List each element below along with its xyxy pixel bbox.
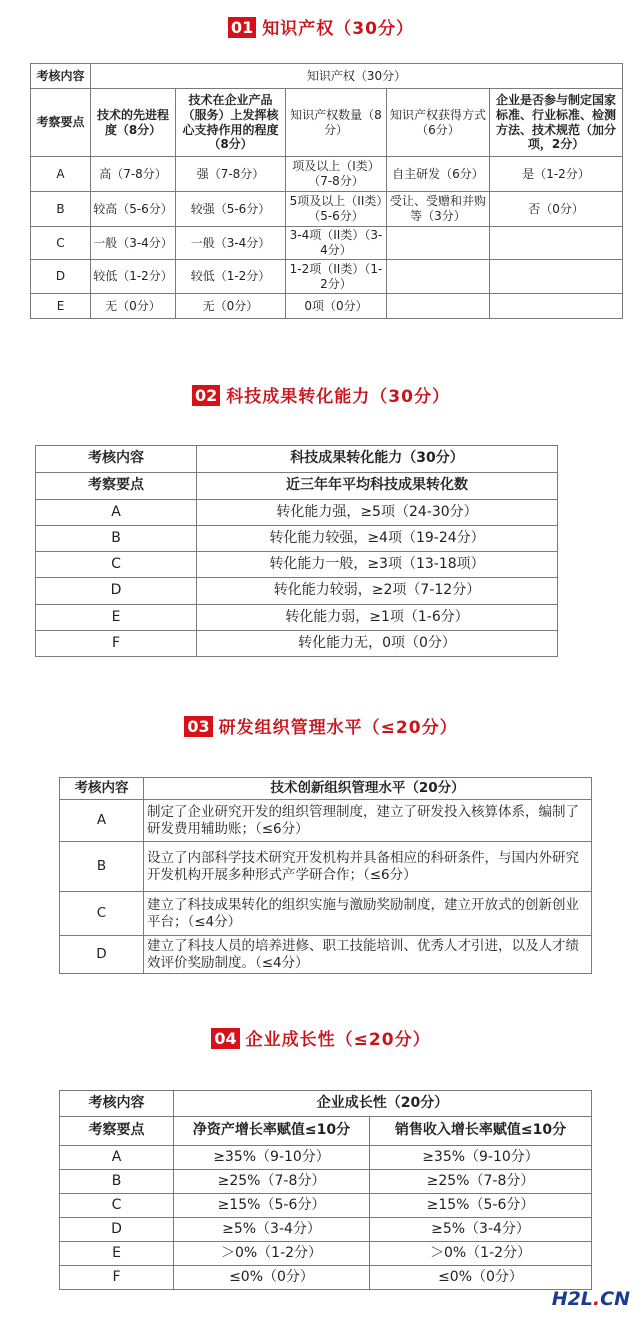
row-key: E xyxy=(36,605,197,631)
column-header: 知识产权获得方式（6分） xyxy=(387,89,490,157)
row-key: A xyxy=(60,800,144,842)
table-cell: 否（0分） xyxy=(490,192,623,227)
column-header: 技术在企业产品（服务）上发挥核心支持作用的程度（8分） xyxy=(176,89,286,157)
table-row xyxy=(36,500,558,526)
section-title-1 xyxy=(0,14,642,39)
column-header: 销售收入增长率赋值≤10分 xyxy=(370,1117,592,1146)
watermark-tail: CN xyxy=(600,1288,630,1310)
table-cell: 较低（1-2分） xyxy=(176,260,286,294)
row-key: F xyxy=(36,631,197,657)
table-cell: 5项及以上（II类）（5-6分） xyxy=(286,192,387,227)
table-cell: 较高（5-6分） xyxy=(91,192,176,227)
growth-table xyxy=(59,1090,592,1290)
section-number-2: 02 xyxy=(192,385,220,406)
section-heading-1: 知识产权（30分） xyxy=(262,19,414,39)
section-title-4 xyxy=(0,1025,642,1050)
table-cell xyxy=(387,227,490,260)
row-key: B xyxy=(31,192,91,227)
table-row xyxy=(31,192,623,227)
section-title-2 xyxy=(0,382,642,407)
row-key: B xyxy=(36,526,197,552)
ip-table xyxy=(30,63,623,319)
table-row xyxy=(31,227,623,260)
table-row xyxy=(60,800,592,842)
table-row xyxy=(60,1146,592,1170)
section-title-3 xyxy=(0,713,642,738)
section-number-3: 03 xyxy=(184,716,212,737)
table-cell: 高（7-8分） xyxy=(91,157,176,192)
table-cell: ≥25%（7-8分） xyxy=(174,1170,370,1194)
table-cell: ≥25%（7-8分） xyxy=(370,1170,592,1194)
table-cell: 转化能力一般，≥3项（13-18项） xyxy=(197,552,558,578)
table-cell xyxy=(387,294,490,319)
table-cell: ≥5%（3-4分） xyxy=(370,1218,592,1242)
table-row xyxy=(36,552,558,578)
row-key: F xyxy=(60,1266,174,1290)
table-row xyxy=(60,1242,592,1266)
table-row xyxy=(60,1194,592,1218)
column-header: 知识产权数量（8分） xyxy=(286,89,387,157)
column-header: 技术的先进程度（8分） xyxy=(91,89,176,157)
section-heading-2: 科技成果转化能力（30分） xyxy=(226,387,450,407)
rd-management-table xyxy=(59,777,592,974)
table-cell: 转化能力较弱，≥2项（7-12分） xyxy=(197,578,558,605)
table-row xyxy=(36,578,558,605)
table-cell: ≥5%（3-4分） xyxy=(174,1218,370,1242)
row-key: E xyxy=(31,294,91,319)
table-row xyxy=(36,605,558,631)
table-row xyxy=(31,294,623,319)
table-row xyxy=(31,157,623,192)
row-key: C xyxy=(60,1194,174,1218)
table-cell: 受让、受赠和并购等（3分） xyxy=(387,192,490,227)
section-number-4: 04 xyxy=(211,1028,239,1049)
table-cell: ≥35%（9-10分） xyxy=(174,1146,370,1170)
row-key: B xyxy=(60,1170,174,1194)
table-cell: 转化能力弱，≥1项（1-6分） xyxy=(197,605,558,631)
table-row xyxy=(60,936,592,974)
table-cell: 转化能力较强，≥4项（19-24分） xyxy=(197,526,558,552)
table-row xyxy=(60,1266,592,1290)
table-cell: ≤0%（0分） xyxy=(174,1266,370,1290)
header-value: 企业成长性（20分） xyxy=(174,1091,592,1117)
header-label: 考核内容 xyxy=(36,446,197,473)
table-cell: ≥35%（9-10分） xyxy=(370,1146,592,1170)
header-value: 技术创新组织管理水平（20分） xyxy=(144,778,592,800)
watermark-main: H2L xyxy=(551,1288,593,1310)
table-cell: 无（0分） xyxy=(91,294,176,319)
header-label: 考核内容 xyxy=(60,778,144,800)
column-header: 企业是否参与制定国家标准、行业标准、检测方法、技术规范（加分项，2分） xyxy=(490,89,623,157)
table-cell: 无（0分） xyxy=(176,294,286,319)
table-cell: ≤0%（0分） xyxy=(370,1266,592,1290)
table-cell: 自主研发（6分） xyxy=(387,157,490,192)
row-key: C xyxy=(31,227,91,260)
table-cell: 强（7-8分） xyxy=(176,157,286,192)
corner-header-bottom: 考察要点 xyxy=(31,89,91,157)
table-cell: 设立了内部科学技术研究开发机构并具备相应的科研条件，与国内外研究开发机构开展多种形式产学研合作；（≤6分） xyxy=(144,842,592,892)
table-cell xyxy=(387,260,490,294)
table-cell: 3-4项（II类）（3-4分） xyxy=(286,227,387,260)
table-cell: 一般（3-4分） xyxy=(176,227,286,260)
conversion-table xyxy=(35,445,558,657)
row-key: B xyxy=(60,842,144,892)
table-cell: 建立了科技人员的培养进修、职工技能培训、优秀人才引进，以及人才绩效评价奖励制度。（≤4分） xyxy=(144,936,592,974)
site-watermark xyxy=(552,1288,630,1310)
section-heading-4: 企业成长性（≤20分） xyxy=(245,1030,431,1050)
row-key: D xyxy=(31,260,91,294)
row-key: A xyxy=(60,1146,174,1170)
row-key: E xyxy=(60,1242,174,1266)
table-row xyxy=(36,631,558,657)
row-key: D xyxy=(60,936,144,974)
watermark-dot: . xyxy=(592,1288,601,1310)
table-cell: 项及以上（I类）（7-8分） xyxy=(286,157,387,192)
table-cell: 较低（1-2分） xyxy=(91,260,176,294)
row-key: D xyxy=(36,578,197,605)
corner-header-top: 考核内容 xyxy=(31,64,91,89)
table-cell: ＞0%（1-2分） xyxy=(370,1242,592,1266)
header-value: 近三年年平均科技成果转化数 xyxy=(197,473,558,500)
row-key: D xyxy=(60,1218,174,1242)
table-cell: 是（1-2分） xyxy=(490,157,623,192)
table-row xyxy=(60,1170,592,1194)
table-row xyxy=(31,260,623,294)
table-cell xyxy=(490,294,623,319)
table-row xyxy=(60,1218,592,1242)
table-cell: ＞0%（1-2分） xyxy=(174,1242,370,1266)
header-label: 考核内容 xyxy=(60,1091,174,1117)
table-cell: 制定了企业研究开发的组织管理制度，建立了研发投入核算体系，编制了研发费用辅助账；（≤6分） xyxy=(144,800,592,842)
table-cell: 较强（5-6分） xyxy=(176,192,286,227)
table-cell: 0项（0分） xyxy=(286,294,387,319)
table-row xyxy=(36,526,558,552)
column-header: 净资产增长率赋值≤10分 xyxy=(174,1117,370,1146)
table-cell: 转化能力强，≥5项（24-30分） xyxy=(197,500,558,526)
table-cell: ≥15%（5-6分） xyxy=(174,1194,370,1218)
table-cell: 转化能力无，0项（0分） xyxy=(197,631,558,657)
table-cell xyxy=(490,227,623,260)
table-cell: 建立了科技成果转化的组织实施与激励奖励制度，建立开放式的创新创业平台；（≤4分） xyxy=(144,892,592,936)
table-row xyxy=(60,892,592,936)
row-key: C xyxy=(36,552,197,578)
row-key: A xyxy=(31,157,91,192)
ip-span-header: 知识产权（30分） xyxy=(91,64,623,89)
table-cell xyxy=(490,260,623,294)
table-row xyxy=(60,842,592,892)
row-key: C xyxy=(60,892,144,936)
table-cell: 一般（3-4分） xyxy=(91,227,176,260)
row-key: A xyxy=(36,500,197,526)
header-label: 考察要点 xyxy=(60,1117,174,1146)
header-value: 科技成果转化能力（30分） xyxy=(197,446,558,473)
table-cell: ≥15%（5-6分） xyxy=(370,1194,592,1218)
section-heading-3: 研发组织管理水平（≤20分） xyxy=(218,718,458,738)
table-cell: 1-2项（II类）（1-2分） xyxy=(286,260,387,294)
header-label: 考察要点 xyxy=(36,473,197,500)
section-number-1: 01 xyxy=(228,17,256,38)
